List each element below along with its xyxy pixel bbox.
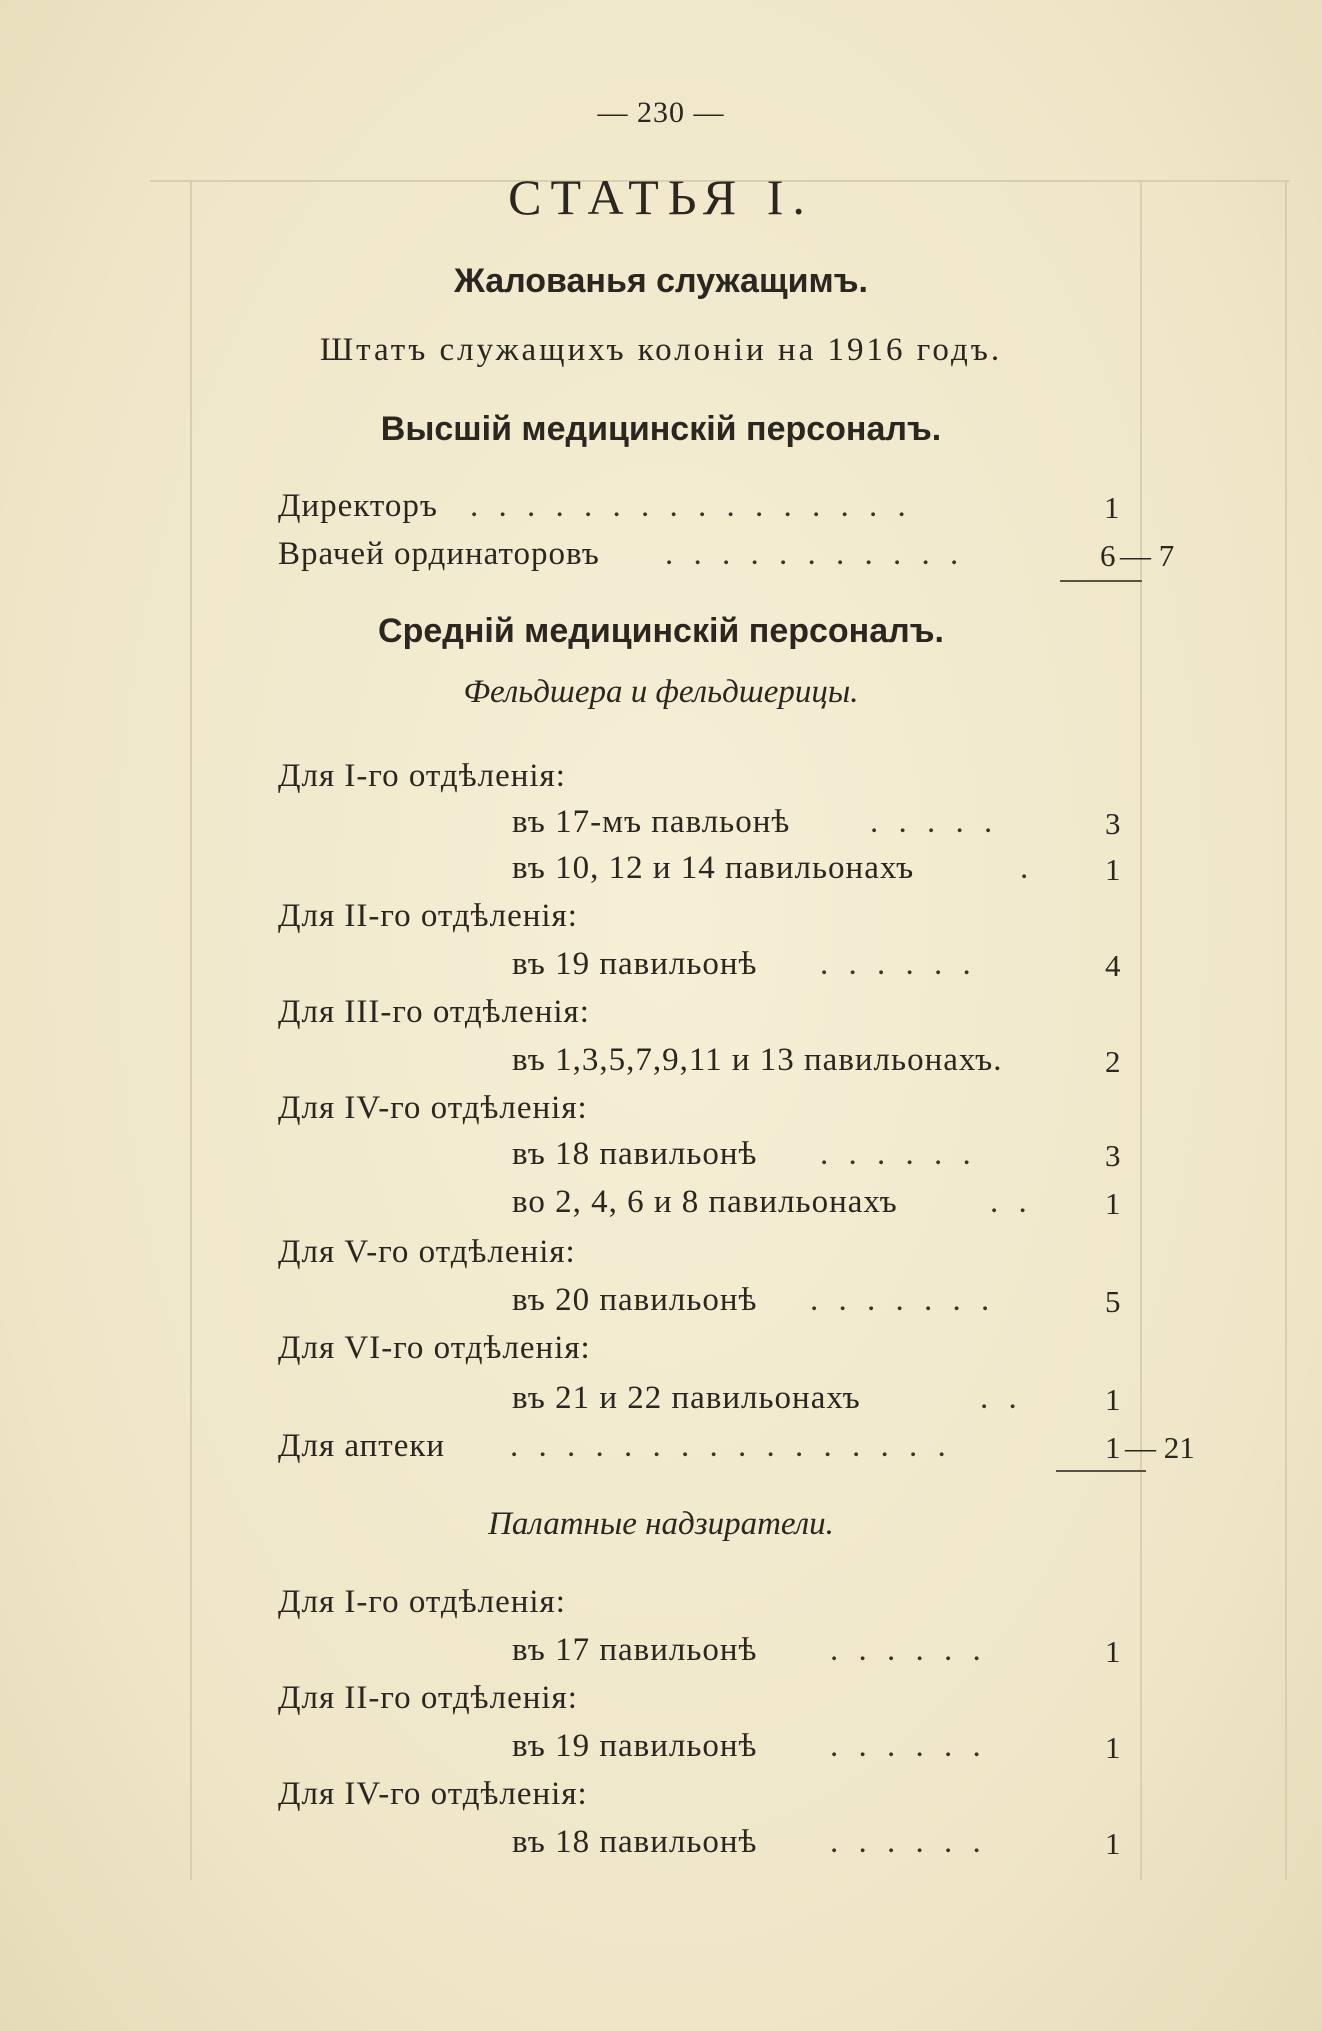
pavilion-count: 1 xyxy=(1105,1826,1121,1861)
pavilion-count: 1 xyxy=(1105,852,1121,887)
director-label: Директоръ xyxy=(278,488,438,524)
pavilion-label: въ 17-мъ павльонѣ xyxy=(512,804,791,840)
pavilion-count: 1 xyxy=(1105,1382,1121,1417)
leader-dots: . . . . . . xyxy=(830,1632,987,1668)
dept-label: Для II-го отдѣленія: xyxy=(278,898,578,934)
staff-subtitle: Штатъ служащихъ колоніи на 1916 годъ. xyxy=(319,332,1003,368)
dept-label: Для IV-го отдѣленія: xyxy=(278,1776,588,1812)
senior-staff-heading: Высшій медицинскій персоналъ. xyxy=(380,410,942,448)
leader-dots: . . . . . . xyxy=(820,946,977,982)
pavilion-label: въ 20 павильонѣ xyxy=(512,1282,758,1318)
pavilion-count: 1 xyxy=(1105,1634,1121,1669)
pavilion-label: въ 19 павильонѣ xyxy=(512,946,758,982)
pavilion-label: въ 17 павильонѣ xyxy=(512,1632,758,1668)
dept-label: Для IV-го отдѣленія: xyxy=(278,1090,588,1126)
pavilion-count: 5 xyxy=(1105,1284,1121,1319)
senior-total: — 7 xyxy=(1120,538,1175,573)
dept-label: Для V-го отдѣленія: xyxy=(278,1234,576,1270)
feldsher-total: — 21 xyxy=(1125,1430,1195,1465)
pavilion-label: въ 21 и 22 павильонахъ xyxy=(512,1380,861,1416)
pavilion-count: 1 xyxy=(1105,1186,1121,1221)
pharmacy-count: 1 xyxy=(1105,1430,1121,1465)
pavilion-label: во 2, 4, 6 и 8 павильонахъ xyxy=(512,1184,898,1220)
leader-dots: . . xyxy=(980,1380,1023,1416)
pavilion-label: въ 10, 12 и 14 павильонахъ xyxy=(512,850,915,886)
dept-label: Для II-го отдѣленія: xyxy=(278,1680,578,1716)
leader-dots: . . . . . . . . . . . xyxy=(665,536,965,572)
leader-dots: . . . . . . xyxy=(820,1136,977,1172)
pavilion-count: 4 xyxy=(1105,948,1121,983)
physicians-count: 6 xyxy=(1100,538,1116,573)
leader-dots: . xyxy=(1020,850,1035,886)
leader-dots: . . . . . . xyxy=(830,1824,987,1860)
leader-dots: . . . . . . . xyxy=(810,1282,996,1318)
article-title: СТАТЬЯ I. xyxy=(508,169,814,225)
leader-dots: . . xyxy=(990,1184,1033,1220)
feldsher-heading: Фельдшера и фельдшерицы. xyxy=(463,674,859,710)
pavilion-count: 2 xyxy=(1105,1044,1121,1079)
dept-label: Для VI-го отдѣленія: xyxy=(278,1330,591,1366)
pavilion-label: въ 18 павильонѣ xyxy=(512,1824,758,1860)
leader-dots: . . . . . . xyxy=(830,1728,987,1764)
director-count: 1 xyxy=(1104,490,1120,525)
leader-dots: . . . . . . . . . . . . . . . . xyxy=(510,1428,952,1464)
ward-supervisors-heading: Палатные надзиратели. xyxy=(488,1506,834,1542)
subtotal-rule xyxy=(1060,580,1142,582)
section-heading: Жалованья служащимъ. xyxy=(454,262,868,300)
pavilion-label: въ 18 павильонѣ xyxy=(512,1136,758,1172)
leader-dots: . . . . . xyxy=(870,804,999,840)
pavilion-label: въ 1,3,5,7,9,11 и 13 павильонахъ. xyxy=(512,1042,1003,1078)
pavilion-label: въ 19 павильонѣ xyxy=(512,1728,758,1764)
middle-staff-heading: Средній медицинскій персоналъ. xyxy=(378,612,944,650)
pavilion-count: 3 xyxy=(1105,1138,1121,1173)
pavilion-count: 1 xyxy=(1105,1730,1121,1765)
dept-label: Для I-го отдѣленія: xyxy=(278,758,566,794)
page-number: — 230 — xyxy=(597,96,725,129)
dept-label: Для III-го отдѣленія: xyxy=(278,994,590,1030)
pavilion-count: 3 xyxy=(1105,806,1121,841)
subtotal-rule xyxy=(1056,1470,1146,1472)
pharmacy-label: Для аптеки xyxy=(278,1428,446,1464)
physicians-label: Врачей ординаторовъ xyxy=(278,536,600,572)
dept-label: Для I-го отдѣленія: xyxy=(278,1584,566,1620)
leader-dots: . . . . . . . . . . . . . . . . xyxy=(470,488,912,524)
